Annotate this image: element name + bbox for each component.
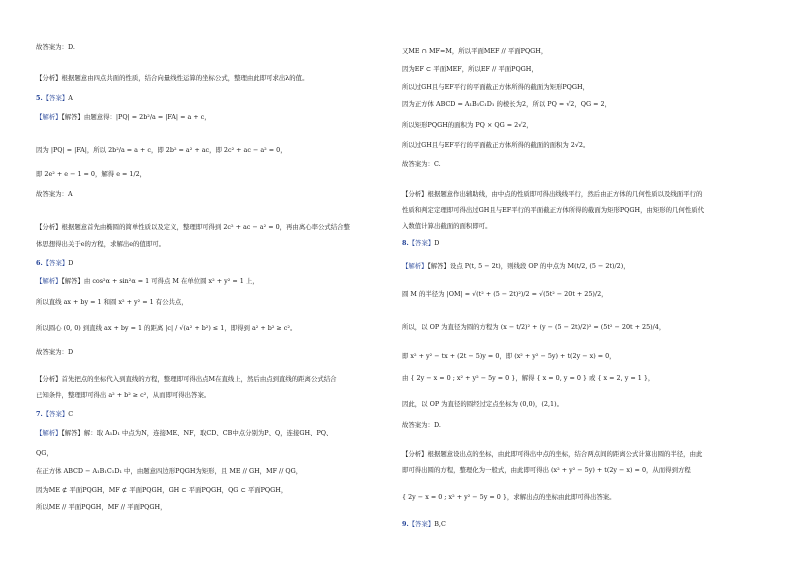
question-number: 5. — [36, 94, 43, 102]
line-text: 所以矩形PQGH的面积为 PQ × QG = 2√2， — [402, 121, 533, 129]
line-text: 又ME ∩ MF=M，所以平面MEF // 平面PQGH， — [402, 47, 548, 55]
section-tag: 【答案】 — [408, 520, 435, 528]
text-line — [402, 374, 654, 383]
line-text: 【分析】根据题意由四点共面的性质，结合向量线性运算的坐标公式，整理由此即可求出λ的值。 — [36, 74, 309, 82]
text-line — [402, 421, 441, 430]
line-text: 所以过GH且与EF平行的平面截正方体所得的截面为矩形PQGH， — [402, 83, 589, 91]
line-text: 【解答】由题意得：|PQ| = 2b²/a = |FA| = a + c， — [61, 113, 211, 121]
line-text: A — [68, 94, 73, 102]
section-tag: 【答案】 — [42, 259, 69, 267]
line-text: QG， — [36, 449, 53, 457]
line-text: 因为正方体 ABCD = A₁B₁C₁D₁ 的棱长为2，所以 PQ = √2，QG = 2， — [402, 100, 611, 108]
line-text: 因为ME ⊄ 平面PQGH，MF ⊄ 平面PQGH，GH ⊂ 平面PQGH，QG ⊂ 平面PQGH， — [36, 486, 288, 494]
line-text: 由 { 2y − x = 0 ; x² + y² − 5y = 0 }，解得 { x = 0, y = 0 } 或 { x = 2, y = 1 }， — [402, 374, 655, 382]
text-line — [36, 277, 259, 286]
text-line — [402, 141, 589, 150]
text-line — [36, 391, 210, 400]
line-text: 圆 M 的半径为 |OM| = √(t² + (5 − 2t)²)/2 = √(5t² − 20t + 25)/2， — [402, 290, 608, 298]
text-line — [36, 43, 75, 52]
section-tag: 【解析】 — [36, 429, 62, 437]
line-text: 【分析】首先把点的坐标代入到直线的方程，整理即可得出点M在直线上，然后由点到直线的距离公式结合 — [36, 375, 337, 383]
text-line — [402, 83, 589, 92]
text-line — [402, 400, 563, 409]
line-text: B,C — [434, 520, 446, 528]
text-line — [36, 467, 302, 476]
text-line — [402, 466, 691, 475]
text-line — [402, 65, 538, 74]
text-line — [402, 160, 441, 169]
text-line — [402, 222, 491, 231]
right-column — [402, 0, 767, 561]
text-line — [36, 348, 73, 357]
text-line — [36, 259, 73, 268]
question-number: 6. — [36, 259, 43, 267]
text-line — [402, 450, 702, 459]
section-tag: 【答案】 — [42, 94, 69, 102]
text-line — [402, 239, 439, 248]
text-line — [36, 486, 287, 495]
line-text: 即可得出圆的方程，整理化为一般式，由此即可得出 (x² + y² − 5y) + t(2y − x) = 0，从而得到方程 — [402, 466, 691, 474]
section-tag: 【解析】 — [402, 262, 428, 270]
text-line — [36, 94, 73, 103]
text-line — [402, 190, 702, 199]
line-text: 所以ME // 平面PQGH，MF // 平面PQGH， — [36, 503, 167, 511]
question-number: 8. — [402, 239, 409, 247]
text-line — [36, 503, 166, 512]
section-tag: 【解析】 — [36, 277, 62, 285]
text-line — [36, 74, 308, 83]
line-text: 已知条件，整理即可得出 a² + b² ≥ c²，从而即可得出答案。 — [36, 391, 211, 399]
line-text: 性质和判定定理即可得出过GH且与EF平行的平面截正方体所得的截面为矩形PQGH，由矩形的几何性质代 — [402, 206, 705, 214]
line-text: 【解答】设点 P(t, 5 − 2t)，则线段 OP 的中点为 M(t/2, (5 − 2t)/2)， — [427, 262, 630, 270]
text-line — [36, 113, 211, 122]
line-text: 【分析】根据题意作出辅助线，由中点的性质即可得出线线平行，然后由正方体的几何性质以及线面平行的 — [402, 190, 703, 198]
text-line — [402, 262, 630, 271]
text-line — [402, 47, 547, 56]
text-line — [36, 298, 188, 307]
text-line — [402, 323, 665, 332]
line-text: 因为 |PQ| = |FA|，所以 2b²/a = a + c，即 2b² = a² + ac，即 2c² + ac − a² = 0， — [36, 146, 287, 154]
section-tag: 【答案】 — [408, 239, 435, 247]
text-line — [36, 449, 53, 458]
line-text: 故答案为：A — [36, 190, 73, 198]
line-text: 故答案为：C. — [402, 160, 441, 168]
section-tag: 【解析】 — [36, 113, 62, 121]
text-line — [402, 206, 704, 215]
question-number: 7. — [36, 410, 43, 418]
text-line — [36, 190, 73, 199]
line-text: 体思想得出关于e的方程，求解出e的值即可。 — [36, 240, 165, 248]
text-line — [402, 121, 533, 130]
line-text: D — [68, 259, 74, 267]
line-text: 故答案为：D — [36, 348, 74, 356]
text-line — [36, 375, 337, 384]
line-text: 入数值计算出截面的面积即可。 — [402, 222, 492, 230]
question-number: 9. — [402, 520, 409, 528]
text-line — [36, 146, 287, 155]
line-text: 故答案为：D. — [402, 421, 441, 429]
text-line — [402, 352, 616, 361]
line-text: 在正方体 ABCD − A₁B₁C₁D₁ 中，由题意四边形PQGH为矩形，且 ME // GH，MF // QG， — [36, 467, 303, 475]
line-text: 所以直线 ax + by = 1 和圆 x² + y² = 1 有公共点， — [36, 298, 188, 306]
text-line — [36, 410, 73, 419]
line-text: D — [434, 239, 440, 247]
text-line — [402, 520, 446, 529]
line-text: 所以圆心 (0, 0) 到直线 ax + by = 1 的距离 |c| / √(a² + b²) ≤ 1，即得到 a² + b² ≥ c²。 — [36, 324, 297, 332]
line-text: 【解答】解：取 A₁D₁ 中点为N，连接ME、NF，取CD、CB中点分别为P、Q，连接GH、PQ、 — [61, 429, 333, 437]
text-line — [36, 170, 146, 179]
text-line — [402, 493, 616, 502]
line-text: { 2y − x = 0 ; x² + y² − 5y = 0 }，求解出点的坐标由此即可得出答案。 — [402, 493, 616, 501]
line-text: 即 x² + y² − tx + (2t − 5)y = 0，即 (x² + y² − 5y) + t(2y − x) = 0， — [402, 352, 616, 360]
line-text: 【分析】根据题意设出点的坐标，由此即可得出中点的坐标，结合两点间的距离公式计算出圆的半径，由此 — [402, 450, 703, 458]
line-text: 所以，以 OP 为直径为圆的方程为 (x − t/2)² + (y − (5 − 2t)/2)² = (5t² − 20t + 25)/4， — [402, 323, 666, 331]
line-text: 【分析】根据题意首先由椭圆的简单性质以及定义，整理即可得到 2c² + ac − a² = 0，再由离心率公式结合整 — [36, 223, 350, 231]
line-text: 所以过GH且与EF平行的平面截正方体所得的截面的面积为 2√2。 — [402, 141, 590, 149]
text-line — [402, 290, 608, 299]
text-line — [36, 223, 350, 232]
text-line — [36, 429, 332, 438]
line-text: C — [68, 410, 74, 418]
line-text: 因为EF ⊂ 平面MEF，所以EF // 平面PQGH， — [402, 65, 538, 73]
section-tag: 【答案】 — [42, 410, 69, 418]
line-text: 因此，以 OP 为直径的圆经过定点坐标为 (0,0)，(2,1)。 — [402, 400, 563, 408]
text-line — [36, 240, 165, 249]
line-text: 故答案为：D. — [36, 43, 75, 51]
text-line — [36, 324, 296, 333]
text-line — [402, 100, 611, 109]
left-column — [36, 0, 401, 561]
line-text: 【解答】由 cos²α + sin²α = 1 可得点 M 在单位圆 x² + y² = 1 上， — [61, 277, 259, 285]
line-text: 即 2e² + e − 1 = 0，解得 e = 1/2， — [36, 170, 147, 178]
